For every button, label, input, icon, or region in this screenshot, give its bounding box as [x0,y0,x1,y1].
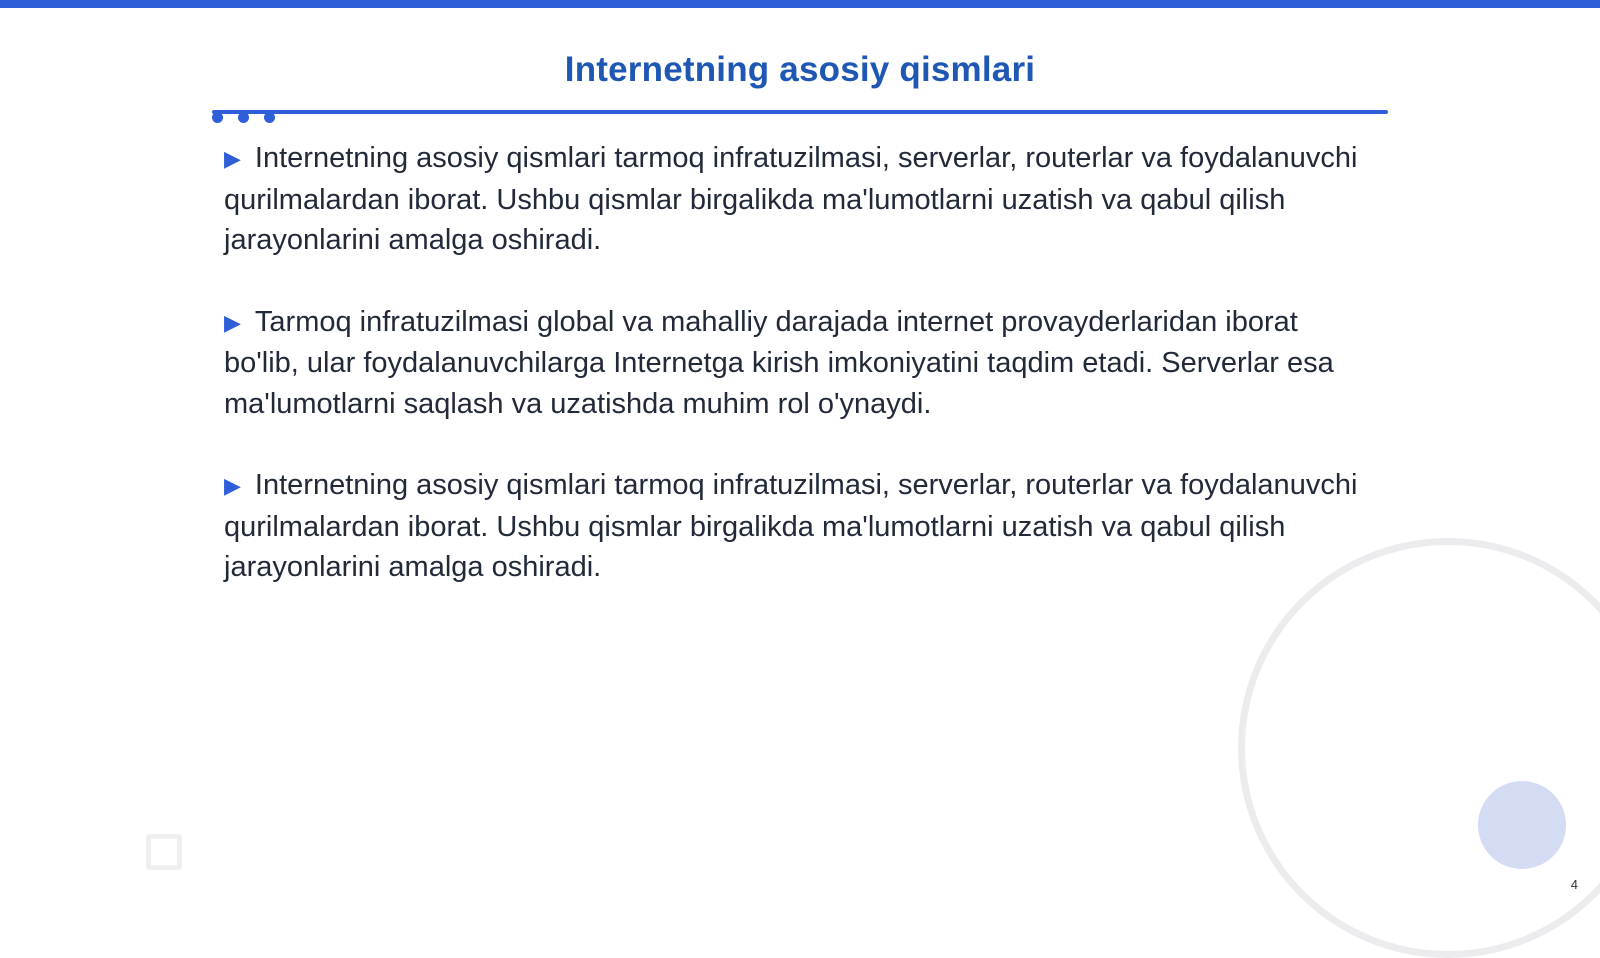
bullet-triangle-icon: ▶ [224,146,241,171]
slide-title: Internetning asosiy qismlari [564,50,1036,89]
bullet-triangle-icon: ▶ [224,473,241,498]
top-accent-bar [0,0,1600,8]
bullet-paragraph [224,465,1374,588]
decor-circle [1478,781,1566,869]
slide-body [224,138,1374,629]
paragraph-text: Tarmoq infratuzilmasi global va mahalliy darajada internet provayderlaridan iborat bo'lib, ular foydalanuvchilarga Internetga kirish imkoniyatini taqdim etadi. Serverlar esa ma'lumotlarni saqlash va uzatishda muhim rol o'ynaydi. [224,305,1334,420]
decor-dot [212,112,223,123]
decor-square [146,834,182,870]
paragraph-text: Internetning asosiy qismlari tarmoq infratuzilmasi, serverlar, routerlar va foydalanuvchi qurilmalardan iborat. Ushbu qismlar birgalikda ma'lumotlarni uzatish va qabul qilish jarayonlarini amalga oshiradi. [224,142,1358,256]
bullet-paragraph [224,302,1374,425]
paragraph-text: Internetning asosiy qismlari tarmoq infratuzilmasi, serverlar, routerlar va foydalanuvchi qurilmalardan iborat. Ushbu qismlar birgalikda ma'lumotlarni uzatish va qabul qilish jarayonlarini amalga oshiradi. [224,469,1358,583]
title-underline [212,110,1388,114]
decor-dot [238,112,249,123]
bullet-triangle-icon: ▶ [224,309,241,335]
bullet-paragraph [224,138,1374,261]
decor-dot [264,112,275,123]
page-number: 4 [1570,877,1578,892]
